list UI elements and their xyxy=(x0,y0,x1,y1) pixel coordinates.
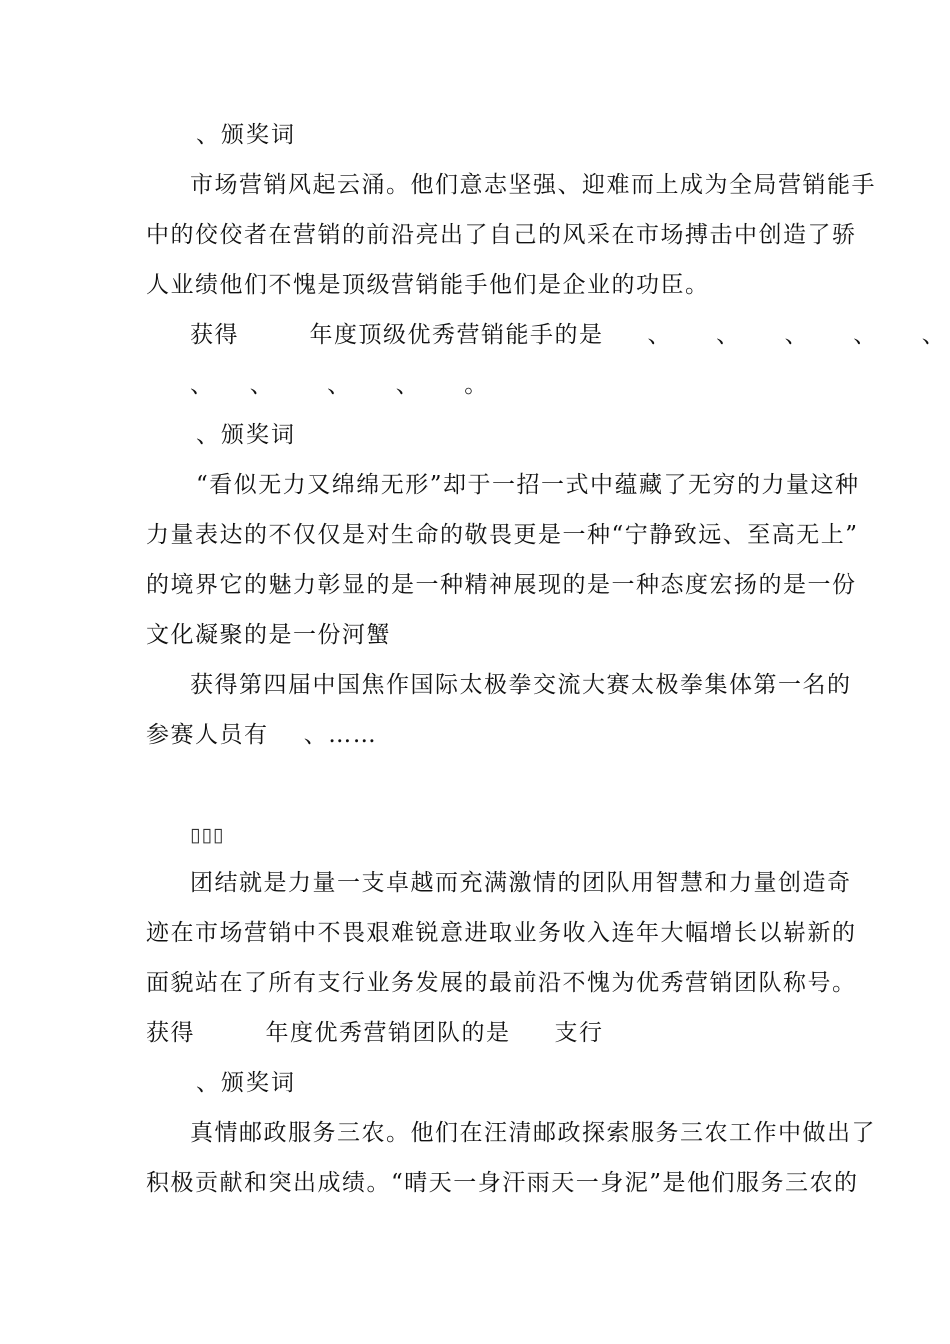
section-1-heading: 、颁奖词 xyxy=(196,122,296,148)
section-2-heading: 、颁奖词 xyxy=(196,422,296,448)
section-2-award-line-1: 获得第四届中国焦作国际太极拳交流大赛太极拳集体第一名的 xyxy=(190,672,852,698)
section-2-body-line-3: 的境界它的魅力彰显的是一种精神展现的是一种态度宏扬的是一份 xyxy=(146,572,857,598)
section-1-body-line-3: 人业绩他们不愧是顶级营销能手他们是企业的功臣。 xyxy=(146,272,710,298)
section-4-heading: 、颁奖词 xyxy=(196,1070,296,1096)
section-3-award-line-1: 获得 年度优秀营销团队的是 支行 xyxy=(146,1020,604,1046)
section-2-body-line-2: 力量表达的不仅仅是对生命的敬畏更是一种“宁静致远、至高无上” xyxy=(146,522,859,548)
section-1-body-line-2: 中的佼佼者在营销的前沿亮出了自己的风采在市场搏击中创造了骄 xyxy=(146,222,857,248)
section-2-body-line-4: 文化凝聚的是一份河蟹 xyxy=(146,622,391,648)
section-2-award-line-2: 参赛人员有 、…… xyxy=(146,722,378,748)
section-3-body-line-2: 迹在市场营销中不畏艰难锐意进取业务收入连年大幅增长以崭新的 xyxy=(146,920,857,946)
section-3-body-line-1: 团结就是力量一支卓越而充满激情的团队用智慧和力量创造奇 xyxy=(190,870,852,896)
section-2-body-line-1: “看似无力又绵绵无形”却于一招一式中蕴藏了无穷的力量这种 xyxy=(196,472,860,498)
section-4-body-line-1: 真情邮政服务三农。他们在汪清邮政探索服务三农工作中做出了 xyxy=(190,1120,876,1146)
section-1-body-line-1: 市场营销风起云涌。他们意志坚强、迎难而上成为全局营销能手 xyxy=(190,172,876,198)
section-3-heading: ▯▯▯ xyxy=(190,824,225,846)
section-3-body-line-3: 面貌站在了所有支行业务发展的最前沿不愧为优秀营销团队称号。 xyxy=(146,970,857,996)
section-4-body-line-2: 积极贡献和突出成绩。“晴天一身汗雨天一身泥”是他们服务三农的 xyxy=(146,1170,859,1196)
section-1-award-line-2: 、 、 、 、 。 xyxy=(146,372,489,398)
section-1-award-line-1: 获得 年度顶级优秀营销能手的是 、 、 、 、 、 xyxy=(190,322,947,348)
